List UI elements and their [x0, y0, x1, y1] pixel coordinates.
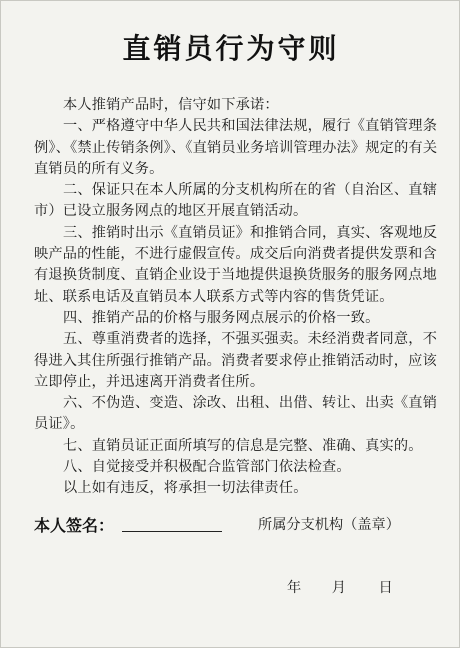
clause-5: 五、尊重消费者的选择，不强买强卖。未经消费者同意，不得进入其住所强行推销产品。消费者要求停止推销活动时，应该立即停止，并迅速离开消费者住所。	[34, 331, 438, 390]
signature-row	[34, 513, 434, 535]
clause-1: 一、严格遵守中华人民共和国法律法规，履行《直销管理条例》、《禁止传销条例》、《直销员业务培训管理办法》规定的有关直销员的所有义务。	[34, 118, 438, 177]
clause-2: 二、保证只在本人所属的分支机构所在的省（自治区、直辖市）已设立服务网点的地区开展直销活动。	[34, 182, 438, 220]
date-day-label: 日	[378, 580, 395, 596]
date-month-label: 月	[331, 580, 348, 596]
clause-7: 七、直销员证正面所填写的信息是完整、准确、真实的。	[63, 437, 423, 454]
clause-4: 四、推销产品的价格与服务网点展示的价格一致。	[63, 309, 380, 326]
intro-paragraph: 本人推销产品时，信守如下承诺：	[63, 97, 279, 113]
signature-label: 本人签名：	[34, 516, 115, 535]
date-year-label: 年	[287, 580, 304, 596]
clause-8: 八、自觉接受并积极配合监管部门依法检查。	[63, 459, 351, 476]
date-line	[287, 577, 395, 597]
signature-line	[122, 531, 222, 532]
clause-6: 六、不伪造、变造、涂改、出租、出借、转让、出卖《直销员证》。	[34, 395, 438, 433]
document-title: 直销员行为守则	[122, 32, 340, 65]
clause-3: 三、推销时出示《直销员证》和推销合同，真实、客观地反映产品的性能，不进行虚假宣传。成交后向消费者提供发票和含有退换货制度、直销企业设于当地提供退换货服务的服务网点地址、联系电话及直销员本人联系方式等内容的售货凭证。	[34, 224, 438, 305]
document-body	[34, 95, 444, 500]
branch-stamp-label: 所属分支机构（盖章）	[258, 517, 400, 533]
closing-statement: 以上如有违反，将承担一切法律责任。	[63, 480, 308, 497]
